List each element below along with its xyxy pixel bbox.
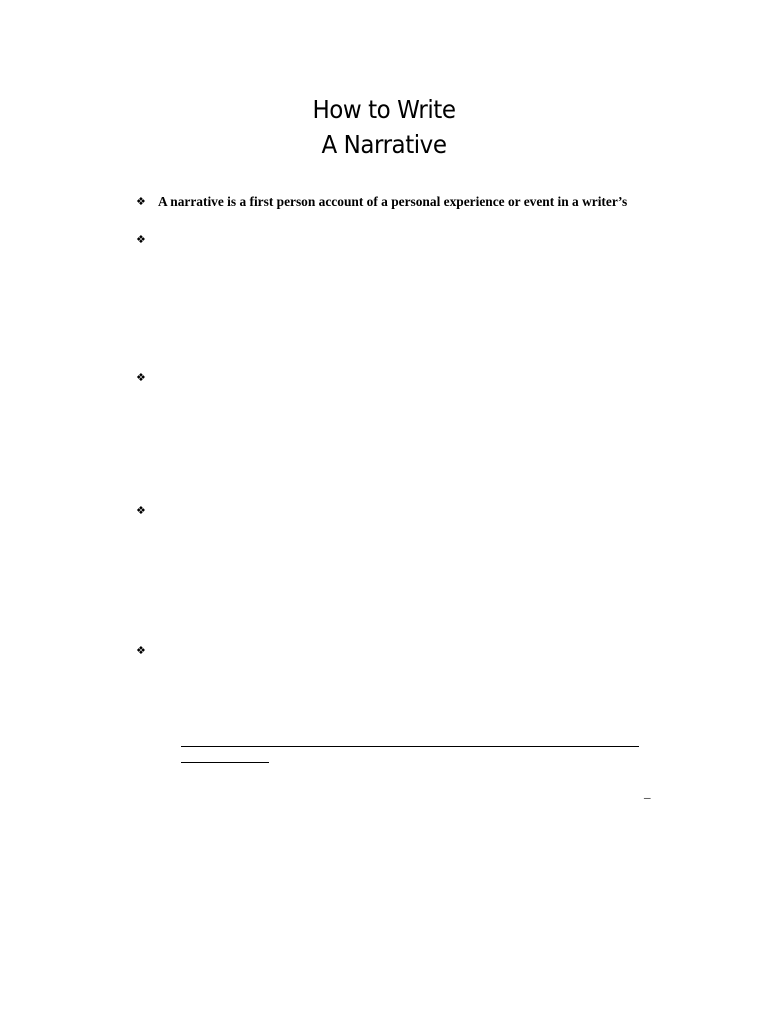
bullet-icon: ❖ (136, 644, 146, 657)
bullet-icon: ❖ (136, 371, 146, 384)
bullet-icon: ❖ (136, 233, 146, 246)
bullet-icon: ❖ (136, 195, 146, 208)
bullet-1-text: A narrative is a first person account of a personal experience or event in a writer’s (158, 194, 628, 209)
fill-in-line-long (181, 746, 639, 747)
trailing-mark: _ (644, 785, 651, 800)
fill-in-line-short (181, 762, 269, 763)
title-line-2: A Narrative (321, 130, 447, 159)
title-line-1: How to Write (312, 95, 456, 124)
bullet-icon: ❖ (136, 504, 146, 517)
title-block (0, 92, 768, 162)
